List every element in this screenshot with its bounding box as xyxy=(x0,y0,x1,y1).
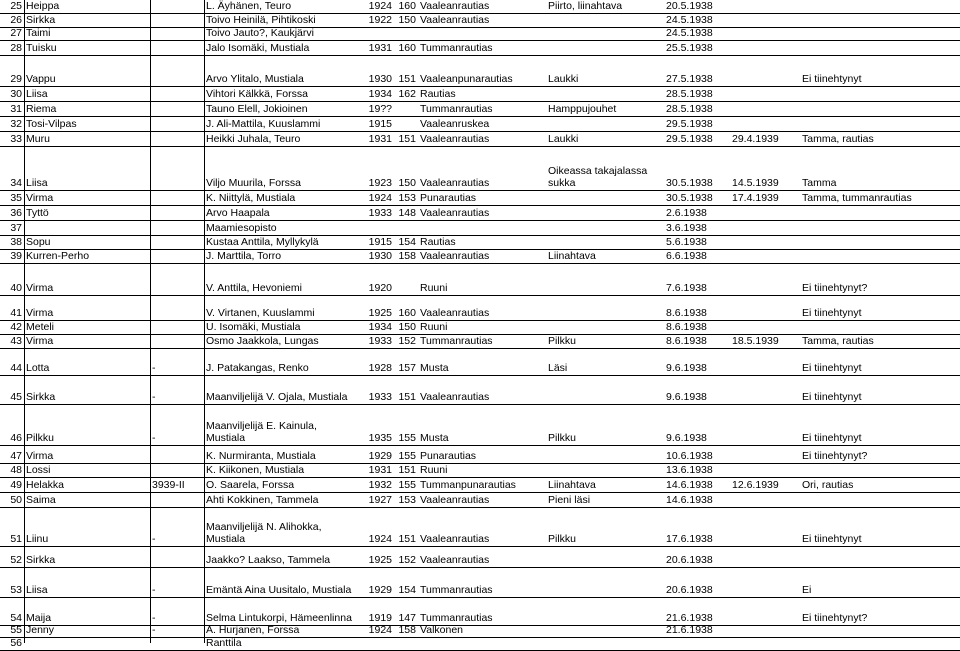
cell-color: Tummanrautias xyxy=(420,584,493,596)
cell-remark: Ei xyxy=(802,584,812,596)
cell-date1: 6.6.1938 xyxy=(666,250,707,262)
cell-h: 151 xyxy=(398,73,416,85)
cell-num: 28 xyxy=(10,42,22,54)
cell-name: Pilkku xyxy=(26,432,55,444)
cell-num: 30 xyxy=(10,88,22,100)
cell-color: Vaaleanruskea xyxy=(420,118,490,130)
cell-name: Kurren-Perho xyxy=(26,250,90,262)
row-divider xyxy=(0,55,960,56)
cell-date1: 5.6.1938 xyxy=(666,236,707,248)
cell-owner: U. Isomäki, Mustiala xyxy=(206,321,301,333)
cell-name: Muru xyxy=(26,133,50,145)
cell-num: 53 xyxy=(10,584,22,596)
cell-owner: J. Patakangas, Renko xyxy=(206,362,309,374)
cell-color: Punarautias xyxy=(420,192,477,204)
row-divider xyxy=(0,404,960,405)
row-divider xyxy=(0,190,960,191)
cell-color: Tummanpunarautias xyxy=(420,479,516,491)
cell-owner: J. Ali-Mattila, Kuuslammi xyxy=(206,118,321,130)
cell-h: 160 xyxy=(398,0,416,12)
cell-name: Taimi xyxy=(26,27,51,39)
cell-year: 1923 xyxy=(368,177,392,189)
row-divider xyxy=(0,40,960,41)
cell-date1: 24.5.1938 xyxy=(666,27,713,39)
cell-h: 151 xyxy=(398,464,416,476)
cell-name: Virma xyxy=(26,335,54,347)
cell-note: Läsi xyxy=(548,362,568,374)
cell-date1: 9.6.1938 xyxy=(666,362,707,374)
cell-date1: 2.6.1938 xyxy=(666,207,707,219)
cell-owner: Tauno Elell, Jokioinen xyxy=(206,103,308,115)
cell-date1: 20.6.1938 xyxy=(666,554,713,566)
cell-owner: V. Anttila, Hevoniemi xyxy=(206,282,302,294)
cell-remark: Ei tiinehtynyt? xyxy=(802,450,868,462)
cell-num: 54 xyxy=(10,612,22,624)
cell-num: 51 xyxy=(10,533,22,545)
cell-owner: V. Virtanen, Kuuslammi xyxy=(206,307,315,319)
cell-owner: Osmo Jaakkola, Lungas xyxy=(206,335,319,347)
cell-date2: 12.6.1939 xyxy=(732,479,779,491)
cell-owner: K. Kiikonen, Mustiala xyxy=(206,464,305,476)
cell-name: Riema xyxy=(26,103,57,115)
cell-year: 1933 xyxy=(368,207,392,219)
cell-reg: - xyxy=(152,624,156,636)
cell-color: Ruuni xyxy=(420,321,448,333)
cell-num: 41 xyxy=(10,307,22,319)
cell-date1: 7.6.1938 xyxy=(666,282,707,294)
cell-name: Heippa xyxy=(26,0,60,12)
cell-h: 152 xyxy=(398,554,416,566)
row-divider xyxy=(0,101,960,102)
cell-owner: Vihtori Kälkkä, Forssa xyxy=(206,88,308,100)
cell-year: 1931 xyxy=(368,464,392,476)
cell-remark: Ei tiinehtynyt? xyxy=(802,612,868,624)
cell-year: 1919 xyxy=(368,612,392,624)
row-divider xyxy=(0,597,960,598)
cell-name: Tuisku xyxy=(26,42,57,54)
cell-note: Pilkku xyxy=(548,335,577,347)
cell-year: 1915 xyxy=(368,118,392,130)
cell-note: Laukki xyxy=(548,73,579,85)
cell-color: Vaaleanrautias xyxy=(420,207,490,219)
cell-name: Tosi-Vilpas xyxy=(26,118,77,130)
cell-color: Ruuni xyxy=(420,464,448,476)
cell-color: Vaaleanrautias xyxy=(420,554,490,566)
cell-h: 160 xyxy=(398,307,416,319)
cell-num: 40 xyxy=(10,282,22,294)
cell-h: 158 xyxy=(398,624,416,636)
cell-year: 1920 xyxy=(368,282,392,294)
cell-year: 1932 xyxy=(368,479,392,491)
cell-reg: - xyxy=(152,432,156,444)
cell-year: 1924 xyxy=(368,533,392,545)
cell-date1: 30.5.1938 xyxy=(666,177,713,189)
cell-h: 155 xyxy=(398,479,416,491)
row-divider xyxy=(0,445,960,446)
cell-h: 160 xyxy=(398,42,416,54)
cell-color: Vaaleanpunarautias xyxy=(420,73,513,85)
cell-date1: 28.5.1938 xyxy=(666,88,713,100)
row-divider xyxy=(0,375,960,376)
cell-num: 46 xyxy=(10,432,22,444)
cell-name: Virma xyxy=(26,450,54,462)
cell-remark: Ei tiinehtynyt? xyxy=(802,282,868,294)
cell-year: 1933 xyxy=(368,391,392,403)
cell-h: 154 xyxy=(398,236,416,248)
cell-date1: 20.6.1938 xyxy=(666,584,713,596)
cell-owner: Emäntä Aina Uusitalo, Mustiala xyxy=(206,584,352,596)
cell-h: 151 xyxy=(398,391,416,403)
cell-h: 158 xyxy=(398,250,416,262)
cell-owner: Jaakko? Laakso, Tammela xyxy=(206,554,331,566)
cell-date1: 21.6.1938 xyxy=(666,624,713,636)
cell-h: 153 xyxy=(398,192,416,204)
cell-note: Pieni läsi xyxy=(548,494,591,506)
cell-year: 1930 xyxy=(368,250,392,262)
cell-remark: Tamma, rautias xyxy=(802,335,874,347)
cell-num: 38 xyxy=(10,236,22,248)
cell-color: Tummanrautias xyxy=(420,612,493,624)
row-divider xyxy=(0,507,960,508)
cell-num: 50 xyxy=(10,494,22,506)
cell-h: 150 xyxy=(398,321,416,333)
cell-date1: 21.6.1938 xyxy=(666,612,713,624)
cell-owner: Toivo Heinilä, Pihtikoski xyxy=(206,14,316,26)
cell-date1: 8.6.1938 xyxy=(666,335,707,347)
cell-year: 19?? xyxy=(368,103,392,115)
cell-owner: Arvo Ylitalo, Mustiala xyxy=(206,73,304,85)
cell-num: 52 xyxy=(10,554,22,566)
cell-reg: - xyxy=(152,533,156,545)
cell-owner: Toivo Jauto?, Kaukjärvi xyxy=(206,27,314,39)
cell-name: Saima xyxy=(26,494,56,506)
cell-year: 1931 xyxy=(368,133,392,145)
cell-name: Liisa xyxy=(26,584,48,596)
row-divider xyxy=(0,205,960,206)
cell-date1: 25.5.1938 xyxy=(666,42,713,54)
cell-num: 31 xyxy=(10,103,22,115)
cell-color: Vaaleanrautias xyxy=(420,14,490,26)
cell-h: 151 xyxy=(398,533,416,545)
cell-year: 1924 xyxy=(368,0,392,12)
cell-name: Jenny xyxy=(26,624,55,636)
cell-date1: 29.5.1938 xyxy=(666,133,713,145)
cell-date1: 10.6.1938 xyxy=(666,450,713,462)
cell-year: 1929 xyxy=(368,584,392,596)
row-divider xyxy=(0,492,960,493)
cell-h: 150 xyxy=(398,177,416,189)
cell-color: Vaaleanrautias xyxy=(420,391,490,403)
cell-h: 157 xyxy=(398,362,416,374)
cell-name: Lossi xyxy=(26,464,51,476)
cell-note: Liinahtava xyxy=(548,479,596,491)
cell-color: Vaaleanrautias xyxy=(420,494,490,506)
row-divider xyxy=(0,567,960,568)
cell-owner: Selma Lintukorpi, Hämeenlinna xyxy=(206,612,352,624)
cell-date2: 29.4.1939 xyxy=(732,133,779,145)
cell-date1: 28.5.1938 xyxy=(666,103,713,115)
cell-num: 25 xyxy=(10,0,22,12)
cell-color: Vaaleanrautias xyxy=(420,307,490,319)
cell-date1: 9.6.1938 xyxy=(666,432,707,444)
cell-num: 47 xyxy=(10,450,22,462)
row-divider xyxy=(0,86,960,87)
cell-date1: 14.6.1938 xyxy=(666,479,713,491)
cell-date2: 14.5.1939 xyxy=(732,177,779,189)
cell-name: Maija xyxy=(26,612,52,624)
cell-color: Rautias xyxy=(420,236,456,248)
cell-year: 1929 xyxy=(368,450,392,462)
cell-remark: Ei tiinehtynyt xyxy=(802,391,862,403)
cell-reg: - xyxy=(152,362,156,374)
cell-h: 155 xyxy=(398,450,416,462)
row-divider xyxy=(0,146,960,147)
cell-remark: Tamma, tummanrautias xyxy=(802,192,912,204)
row-divider xyxy=(0,295,960,296)
cell-note: Pilkku xyxy=(548,432,577,444)
cell-name: Sirkka xyxy=(26,391,56,403)
cell-owner: J. Marttila, Torro xyxy=(206,250,282,262)
cell-date1: 14.6.1938 xyxy=(666,494,713,506)
cell-year: 1925 xyxy=(368,554,392,566)
row-divider xyxy=(0,116,960,117)
cell-h: 148 xyxy=(398,207,416,219)
cell-remark: Ori, rautias xyxy=(802,479,854,491)
cell-remark: Ei tiinehtynyt xyxy=(802,432,862,444)
cell-color: Punarautias xyxy=(420,450,477,462)
cell-owner: Maanviljelijä V. Ojala, Mustiala xyxy=(206,391,348,403)
cell-owner: Ahti Kokkinen, Tammela xyxy=(206,494,319,506)
cell-date1: 20.5.1938 xyxy=(666,0,713,12)
cell-remark: Ei tiinehtynyt xyxy=(802,533,862,545)
row-divider xyxy=(0,546,960,547)
cell-color: Valkonen xyxy=(420,624,464,636)
row-divider xyxy=(0,131,960,132)
cell-h: 150 xyxy=(398,14,416,26)
cell-name: Liisa xyxy=(26,88,48,100)
cell-num: 45 xyxy=(10,391,22,403)
cell-color: Vaaleanrautias xyxy=(420,177,490,189)
cell-date1: 8.6.1938 xyxy=(666,321,707,333)
cell-h: 162 xyxy=(398,88,416,100)
cell-owner: Maanviljelijä N. Alihokka, Mustiala xyxy=(206,521,322,545)
cell-note: Oikeassa takajalassa sukka xyxy=(548,165,648,189)
cell-num: 56 xyxy=(10,637,22,649)
cell-reg: - xyxy=(152,584,156,596)
cell-name: Meteli xyxy=(26,321,55,333)
cell-owner: Maanviljelijä E. Kainula, Mustiala xyxy=(206,420,317,444)
cell-note: Pilkku xyxy=(548,533,577,545)
cell-owner: K. Niittylä, Mustiala xyxy=(206,192,296,204)
cell-year: 1935 xyxy=(368,432,392,444)
cell-year: 1925 xyxy=(368,307,392,319)
cell-reg: - xyxy=(152,391,156,403)
cell-name: Sirkka xyxy=(26,14,56,26)
cell-num: 32 xyxy=(10,118,22,130)
cell-color: Vaaleanrautias xyxy=(420,533,490,545)
cell-reg: 3939-II xyxy=(152,479,185,491)
cell-num: 44 xyxy=(10,362,22,374)
cell-h: 155 xyxy=(398,432,416,444)
cell-date1: 9.6.1938 xyxy=(666,391,707,403)
cell-num: 34 xyxy=(10,177,22,189)
row-divider xyxy=(0,263,960,264)
cell-year: 1924 xyxy=(368,624,392,636)
cell-owner: Ranttila xyxy=(206,637,242,649)
cell-date1: 13.6.1938 xyxy=(666,464,713,476)
cell-date1: 24.5.1938 xyxy=(666,14,713,26)
cell-num: 33 xyxy=(10,133,22,145)
cell-year: 1922 xyxy=(368,14,392,26)
cell-owner: O. Saarela, Forssa xyxy=(206,479,295,491)
cell-date1: 8.6.1938 xyxy=(666,307,707,319)
cell-owner: Maamiesopisto xyxy=(206,222,277,234)
cell-owner: K. Nurmiranta, Mustiala xyxy=(206,450,316,462)
cell-date1: 3.6.1938 xyxy=(666,222,707,234)
cell-color: Ruuni xyxy=(420,282,448,294)
cell-color: Vaaleanrautias xyxy=(420,0,490,12)
cell-date1: 27.5.1938 xyxy=(666,73,713,85)
cell-color: Musta xyxy=(420,362,449,374)
cell-color: Tummanrautias xyxy=(420,42,493,54)
cell-name: Virma xyxy=(26,307,54,319)
cell-h: 152 xyxy=(398,335,416,347)
cell-remark: Tamma, rautias xyxy=(802,133,874,145)
cell-note: Liinahtava xyxy=(548,250,596,262)
cell-date2: 17.4.1939 xyxy=(732,192,779,204)
cell-year: 1930 xyxy=(368,73,392,85)
cell-num: 36 xyxy=(10,207,22,219)
cell-num: 49 xyxy=(10,479,22,491)
cell-owner: Kustaa Anttila, Myllykylä xyxy=(206,236,319,248)
cell-owner: Heikki Juhala, Teuro xyxy=(206,133,301,145)
cell-name: Virma xyxy=(26,282,54,294)
row-divider xyxy=(0,477,960,478)
cell-date2: 18.5.1939 xyxy=(732,335,779,347)
cell-year: 1931 xyxy=(368,42,392,54)
cell-date1: 17.6.1938 xyxy=(666,533,713,545)
cell-note: Laukki xyxy=(548,133,579,145)
cell-num: 29 xyxy=(10,73,22,85)
cell-name: Helakka xyxy=(26,479,64,491)
cell-year: 1934 xyxy=(368,321,392,333)
cell-color: Vaaleanrautias xyxy=(420,133,490,145)
cell-owner: Viljo Muurila, Forssa xyxy=(206,177,301,189)
cell-remark: Ei tiinehtynyt xyxy=(802,73,862,85)
row-divider xyxy=(0,348,960,349)
cell-name: Sopu xyxy=(26,236,51,248)
cell-h: 147 xyxy=(398,612,416,624)
cell-name: Sirkka xyxy=(26,554,56,566)
cell-num: 26 xyxy=(10,14,22,26)
cell-color: Rautias xyxy=(420,88,456,100)
cell-num: 37 xyxy=(10,222,22,234)
cell-reg: - xyxy=(152,612,156,624)
cell-color: Tummanrautias xyxy=(420,335,493,347)
cell-date1: 30.5.1938 xyxy=(666,192,713,204)
cell-color: Musta xyxy=(420,432,449,444)
cell-owner: L. Äyhänen, Teuro xyxy=(206,0,292,12)
cell-name: Vappu xyxy=(26,73,56,85)
cell-h: 153 xyxy=(398,494,416,506)
cell-year: 1915 xyxy=(368,236,392,248)
cell-color: Tummanrautias xyxy=(420,103,493,115)
row-divider xyxy=(0,220,960,221)
cell-color: Vaaleanrautias xyxy=(420,250,490,262)
cell-note: Piirto, liinahtava xyxy=(548,0,623,12)
cell-num: 43 xyxy=(10,335,22,347)
cell-owner: A. Hurjanen, Forssa xyxy=(206,624,300,636)
cell-remark: Ei tiinehtynyt xyxy=(802,362,862,374)
cell-h: 151 xyxy=(398,133,416,145)
cell-year: 1924 xyxy=(368,192,392,204)
cell-h: 154 xyxy=(398,584,416,596)
cell-num: 39 xyxy=(10,250,22,262)
cell-date1: 29.5.1938 xyxy=(666,118,713,130)
cell-year: 1933 xyxy=(368,335,392,347)
cell-num: 35 xyxy=(10,192,22,204)
cell-owner: Jalo Isomäki, Mustiala xyxy=(206,42,310,54)
cell-remark: Ei tiinehtynyt xyxy=(802,307,862,319)
cell-note: Hamppujouhet xyxy=(548,103,617,115)
cell-num: 27 xyxy=(10,27,22,39)
cell-num: 55 xyxy=(10,624,22,636)
cell-name: Lotta xyxy=(26,362,50,374)
cell-remark: Tamma xyxy=(802,177,837,189)
cell-year: 1927 xyxy=(368,494,392,506)
cell-name: Tyttö xyxy=(26,207,49,219)
cell-year: 1928 xyxy=(368,362,392,374)
cell-year: 1934 xyxy=(368,88,392,100)
cell-num: 48 xyxy=(10,464,22,476)
cell-owner: Arvo Haapala xyxy=(206,207,270,219)
cell-name: Virma xyxy=(26,192,54,204)
cell-name: Liinu xyxy=(26,533,49,545)
cell-num: 42 xyxy=(10,321,22,333)
row-divider xyxy=(0,637,960,638)
cell-name: Liisa xyxy=(26,177,48,189)
